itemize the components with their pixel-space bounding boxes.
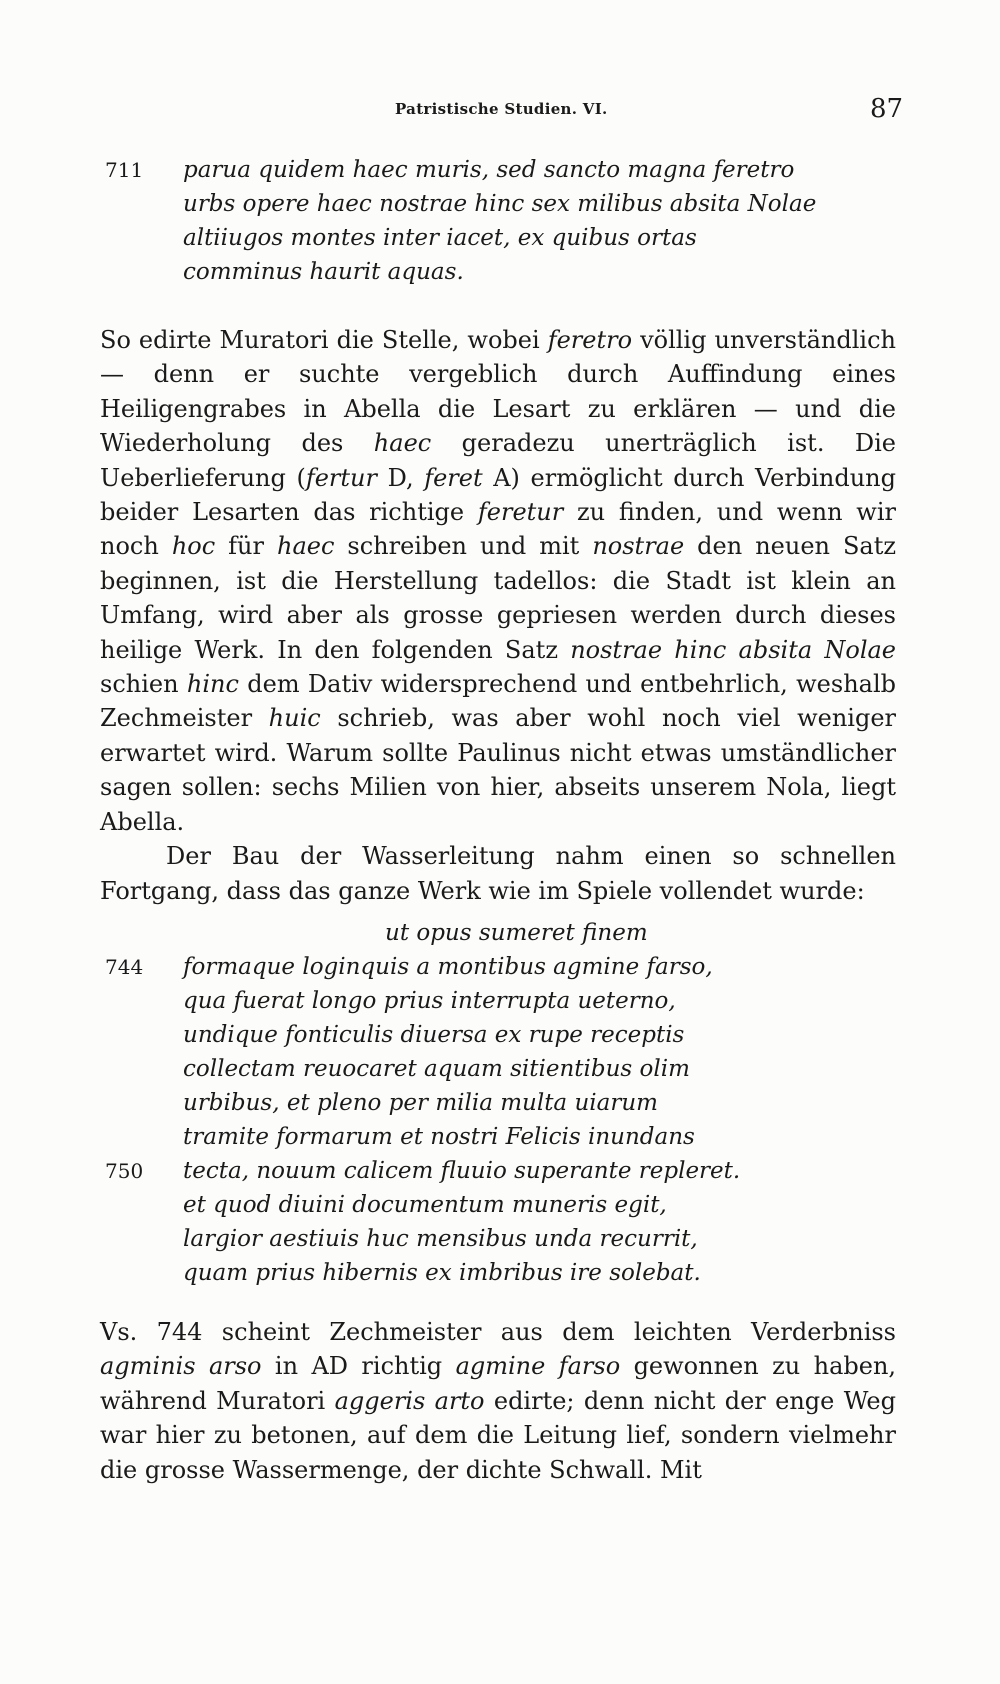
verse-line bbox=[105, 1052, 905, 1086]
verse-line bbox=[105, 255, 905, 289]
verse-text: quam prius hibernis ex imbribus ire solebat. bbox=[183, 1260, 701, 1286]
line-number: 711 bbox=[105, 158, 144, 182]
text-run: Vs. 744 scheint Zechmeister aus dem leichten Verderbniss bbox=[100, 1318, 896, 1346]
paragraph: Der Bau der Wasserleitung nahm einen so schnellen Fortgang, dass das ganze Werk wie im Spiele vollendet wurde: bbox=[100, 842, 896, 905]
verse-text: comminus haurit aquas. bbox=[183, 259, 464, 285]
verse-line bbox=[105, 950, 905, 984]
text-run: gewonnen zu haben, während Muratori bbox=[100, 1352, 897, 1415]
italic-term: feretur bbox=[477, 498, 564, 527]
verse-block-1 bbox=[105, 153, 905, 289]
italic-term: haec bbox=[276, 532, 335, 561]
italic-term: fertur bbox=[305, 463, 377, 492]
page-number: 87 bbox=[870, 94, 904, 124]
italic-term: feret bbox=[424, 463, 483, 492]
verse-line bbox=[105, 984, 905, 1018]
text-run: zu finden, und wenn wir noch bbox=[100, 498, 896, 561]
verse-text: tecta, nouum calicem fluuio superante repleret. bbox=[183, 1158, 741, 1184]
italic-term: feretro bbox=[547, 326, 633, 354]
verse-line bbox=[105, 187, 905, 221]
verse-text: urbs opere haec nostrae hinc sex milibus absita Nolae bbox=[183, 191, 817, 217]
text-run: dem Dativ widersprechend und entbehrlich, weshalb Zechmeister bbox=[100, 670, 897, 733]
text-run: A) ermöglicht durch Verbindung beider Lesarten das richtige bbox=[100, 463, 896, 527]
italic-term: hoc bbox=[171, 532, 216, 561]
verse-text: urbibus, et pleno per milia multa uiarum bbox=[183, 1090, 658, 1116]
verse-block-2 bbox=[105, 916, 905, 1290]
verse-line bbox=[105, 1120, 905, 1154]
verse-line bbox=[105, 1086, 905, 1120]
verse-text: ut opus sumeret finem bbox=[385, 920, 648, 946]
text-run: völlig unverständlich — denn er suchte vergeblich durch Auffindung eines Heiligengrabes in Abella die Lesart zu erklären — und die Wiederholung des bbox=[100, 326, 896, 458]
verse-text: collectam reuocaret aquam sitientibus olim bbox=[183, 1056, 690, 1082]
text-run: edirte; denn nicht der enge Weg war hier zu betonen, auf dem die Leitung lief, sondern vielmehr die grosse Wassermenge, der dichte Schwall. Mit bbox=[100, 1386, 896, 1484]
verse-text: undique fonticulis diuersa ex rupe receptis bbox=[183, 1022, 685, 1048]
text-run: So edirte Muratori die Stelle, wobei bbox=[100, 326, 548, 354]
text-run: für bbox=[215, 532, 277, 561]
italic-term: aggeris arto bbox=[334, 1386, 485, 1415]
verse-text: et quod diuini documentum muneris egit, bbox=[183, 1192, 667, 1218]
italic-term: agmine farso bbox=[455, 1352, 621, 1381]
paragraph bbox=[100, 1315, 896, 1487]
verse-line bbox=[105, 1222, 905, 1256]
verse-text: formaque loginquis a montibus agmine farso, bbox=[183, 954, 713, 980]
text-run: D, bbox=[376, 463, 425, 492]
line-number: 744 bbox=[105, 955, 144, 979]
verse-line bbox=[105, 1018, 905, 1052]
prose-section-2 bbox=[100, 1315, 896, 1487]
verse-text: parua quidem haec muris, sed sancto magna feretro bbox=[183, 157, 795, 183]
verse-line bbox=[105, 153, 905, 187]
prose-section-1 bbox=[100, 323, 896, 908]
line-number: 750 bbox=[105, 1159, 144, 1183]
verse-line bbox=[105, 916, 905, 950]
verse-line bbox=[105, 1188, 905, 1222]
verse-line bbox=[105, 1154, 905, 1188]
text-run: geradezu unerträglich ist. Die Ueberlieferung ( bbox=[100, 429, 897, 492]
paragraph bbox=[100, 323, 896, 839]
italic-term: agminis arso bbox=[100, 1352, 262, 1381]
text-run: schien bbox=[100, 670, 187, 699]
text-run: schrieb, was aber wohl noch viel weniger erwartet wird. Warum sollte Paulinus nicht etwas umständlicher sagen sollen: sechs Milien von hier, abseits unserem Nola, liegt Abella. bbox=[100, 704, 897, 836]
text-run: den neuen Satz beginnen, ist die Herstellung tadellos: die Stadt ist klein an Umfang, wird aber als grosse gepriesen werden durch dieses heilige Werk. In den folgenden Satz bbox=[100, 532, 897, 664]
text-run: schreiben und mit bbox=[334, 532, 593, 561]
italic-term: haec bbox=[373, 429, 432, 458]
verse-line bbox=[105, 221, 905, 255]
running-head: Patristische Studien. VI. bbox=[395, 100, 608, 118]
verse-text: qua fuerat longo prius interrupta ueterno, bbox=[183, 988, 676, 1014]
text-run: in AD richtig bbox=[261, 1352, 456, 1381]
verse-line bbox=[105, 1256, 905, 1290]
italic-term: huic bbox=[268, 704, 321, 733]
verse-text: largior aestiuis huc mensibus unda recurrit, bbox=[183, 1226, 698, 1252]
italic-term: hinc bbox=[186, 670, 239, 699]
italic-term: nostrae hinc absita Nolae bbox=[570, 635, 897, 664]
verse-text: altiiugos montes inter iacet, ex quibus ortas bbox=[183, 225, 697, 251]
italic-term: nostrae bbox=[592, 532, 685, 561]
verse-text: tramite formarum et nostri Felicis inundans bbox=[183, 1124, 695, 1150]
